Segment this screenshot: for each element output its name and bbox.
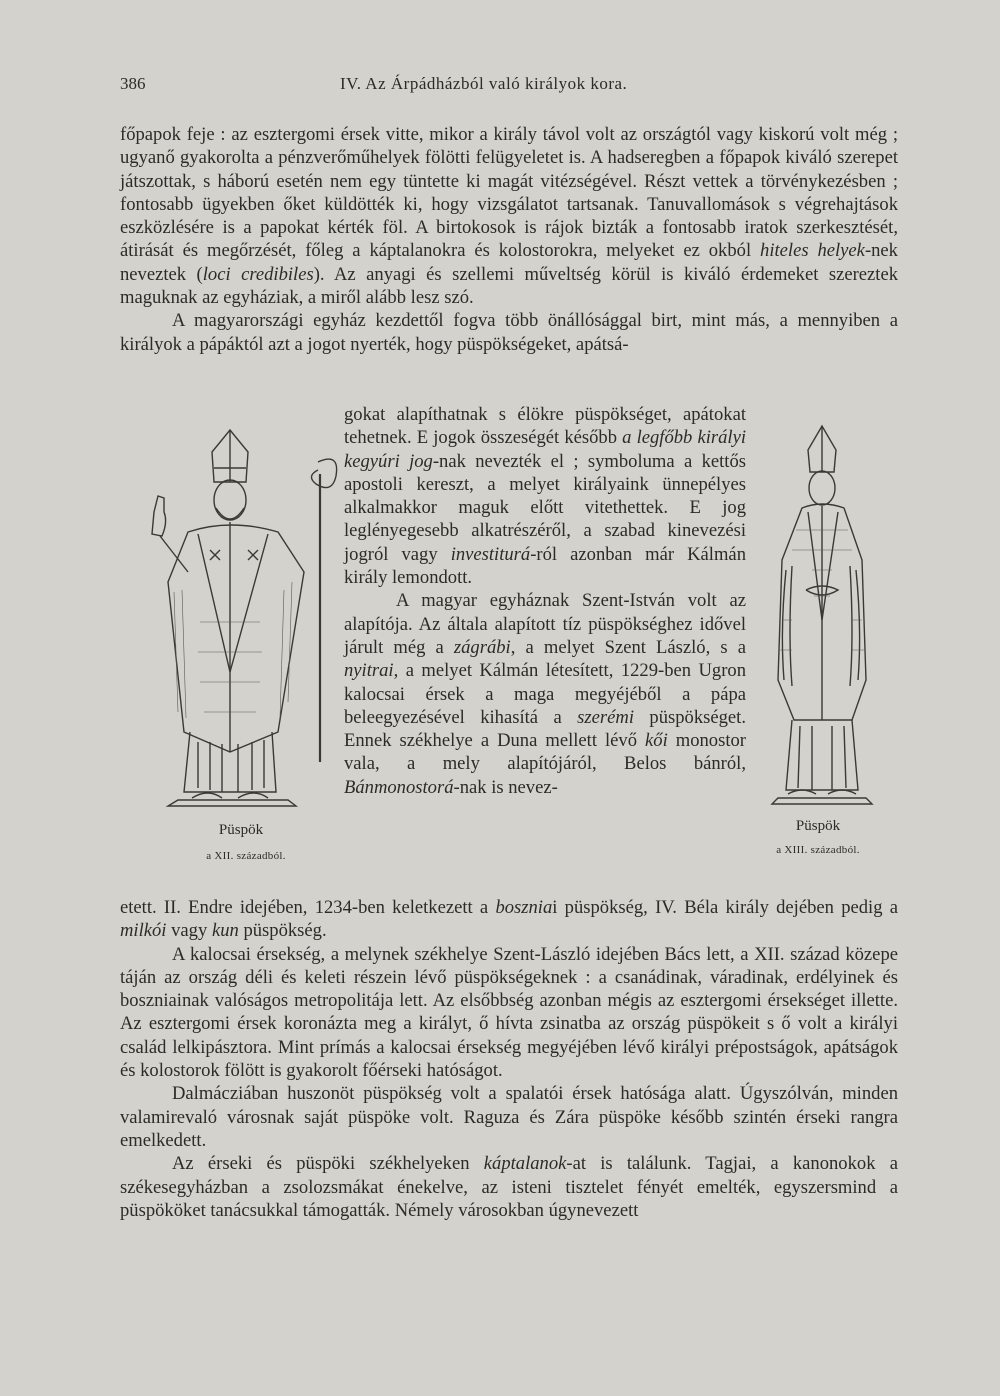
page-number: 386 (120, 74, 146, 93)
paragraph-continued: etett. II. Endre idejében, 1234-ben keletkezett a boszniai püspökség, IV. Béla király dejében pedig a milkói vagy kun püspökség. (120, 897, 898, 942)
caption-left-date: a XII. századból. (206, 850, 286, 862)
text-top (120, 123, 898, 356)
caption-right: Püspök (795, 818, 841, 834)
italic-term: loci credibiles (202, 263, 314, 285)
text-bottom (120, 896, 898, 1222)
running-title: IV. Az Árpádházból való királyok kora. (340, 74, 628, 93)
text-column-between-figures (344, 403, 746, 799)
italic-term: kői (645, 730, 668, 752)
page-header (120, 74, 900, 100)
bishop-engraving-left (128, 422, 348, 822)
italic-term: káptalanok (483, 1153, 567, 1175)
figure-bishop-12th-century (128, 422, 348, 822)
italic-term: a legfőbb királyi kegyúri jog (344, 427, 746, 472)
paragraph-kalocsa: A kalocsai érsekség, a melynek székhelye Szent-László idejében Bács lett, a XII. század közepe táján az ország déli és keleti részein lévő püspökségeknek : a csanádinak, váradinak, erdélyinek és boszniainak valóságos metropolitája lett. Az elsőbbség azonban mégis az esztergomi érsekséget illette. Az esztergomi érsek koronázta meg a királyt, ő hívta zsinatba az ország püspökeit s ő volt a királyi család lelkipásztora. Mint prímás a kalocsai érsekség megyéjében lévő királyi prépostságok, apátságok és kolostorok fölött is gyakorolt főérseki hatóságot. (120, 943, 898, 1082)
italic-term: milkói (120, 920, 167, 942)
caption-left: Püspök (218, 822, 264, 838)
italic-term: investiturá (450, 543, 531, 565)
italic-term: Bánmonostorá (344, 776, 454, 798)
italic-term: nyitrai (344, 660, 394, 682)
bishop-engraving-right (752, 420, 892, 810)
paragraph-1: főpapok feje : az esztergomi érsek vitte, mikor a király távol volt az országtól vagy kiskorú volt még ; ugyanő gyakorolta a pénzverőműhelyek fölötti felügyeletet is. A hadseregben a főpapok kiváló szerepet játszottak, s háború esetén nem egy tüntette ki magát vitézségével. Részt vettek a törvénykezésben ; fontosabb ügyekben őket küldötték ki, hogy vizsgálatot tartsanak. Tanuvallomások s végrehajtások eszközlésére is a papokat kérték föl. A birtokosok is rájok bizták a fontosabb iratok szerkesztését, átirását és megőrzését, főleg a káptalanokra és kolostorokra, melyeket ez okból hiteles helyek-nek neveztek (loci credibiles). Az anyagi és szellemi műveltség körül is kiváló érdemeket szereztek maguknak az egyháziak, a miről alább lesz szó. (120, 124, 898, 309)
figure-bishop-13th-century (752, 420, 892, 810)
italic-term: szerémi (577, 706, 634, 728)
column-paragraph-1: gokat alapíthatnak s élökre püspökséget, apátokat tehetnek. E jogok összeségét később a legfőbb királyi kegyúri jog-nak nevezték el ; symboluma a kettős apostoli kereszt, a melyet királyaink ünnepélyes alkalmakkor maguk előtt vitethettek. E jog leglényegesebb alkatrészéről, a szabad kinevezési jogról vagy investiturá-ról azonban már Kálmán király lemondott. (344, 404, 746, 589)
paragraph-2: A magyarországi egyház kezdettől fogva több önállósággal birt, mint más, a mennyiben a királyok a pápáktól azt a jogot nyerték, hogy püspökségeket, apátsá- (120, 310, 898, 355)
column-paragraph-2: A magyar egyháznak Szent-István volt az alapítója. Az általa alapított tíz püspökséghez idővel járult még a zágrábi, a melyet Szent László, s a nyitrai, a melyet Kálmán létesített, 1229-ben Ugron kalocsai érsek a maga megyéjéből a pápa beleegyezésével kihasítá a szerémi püspökséget. Ennek székhelye a Duna mellett lévő kői monostor vala, a mely alapítójáról, Belos bánról, Bánmonostorá-nak is nevez- (344, 590, 746, 798)
italic-term: zágrábi (453, 636, 511, 658)
caption-right-date: a XIII. századból. (776, 844, 860, 856)
paragraph-chapters: Az érseki és püspöki székhelyeken káptalanok-at is találunk. Tagjai, a kanonokok a székesegyházban a zsolozsmákat énekelve, az isteni tisztelet fényét emelték, egyszersmind a püspököket tanácsukkal támogatták. Némely városokban úgynevezett (120, 1153, 898, 1221)
italic-term: kun (211, 920, 239, 942)
paragraph-dalmatia: Dalmácziában huszonöt püspökség volt a spalatói érsek hatósága alatt. Úgyszólván, minden valamirevaló városnak saját püspöke volt. Raguza és Zára püspöke később szintén érseki rangra emelkedett. (120, 1083, 898, 1151)
italic-term: hiteles helyek (760, 240, 865, 262)
italic-term: bosznia (495, 897, 553, 918)
